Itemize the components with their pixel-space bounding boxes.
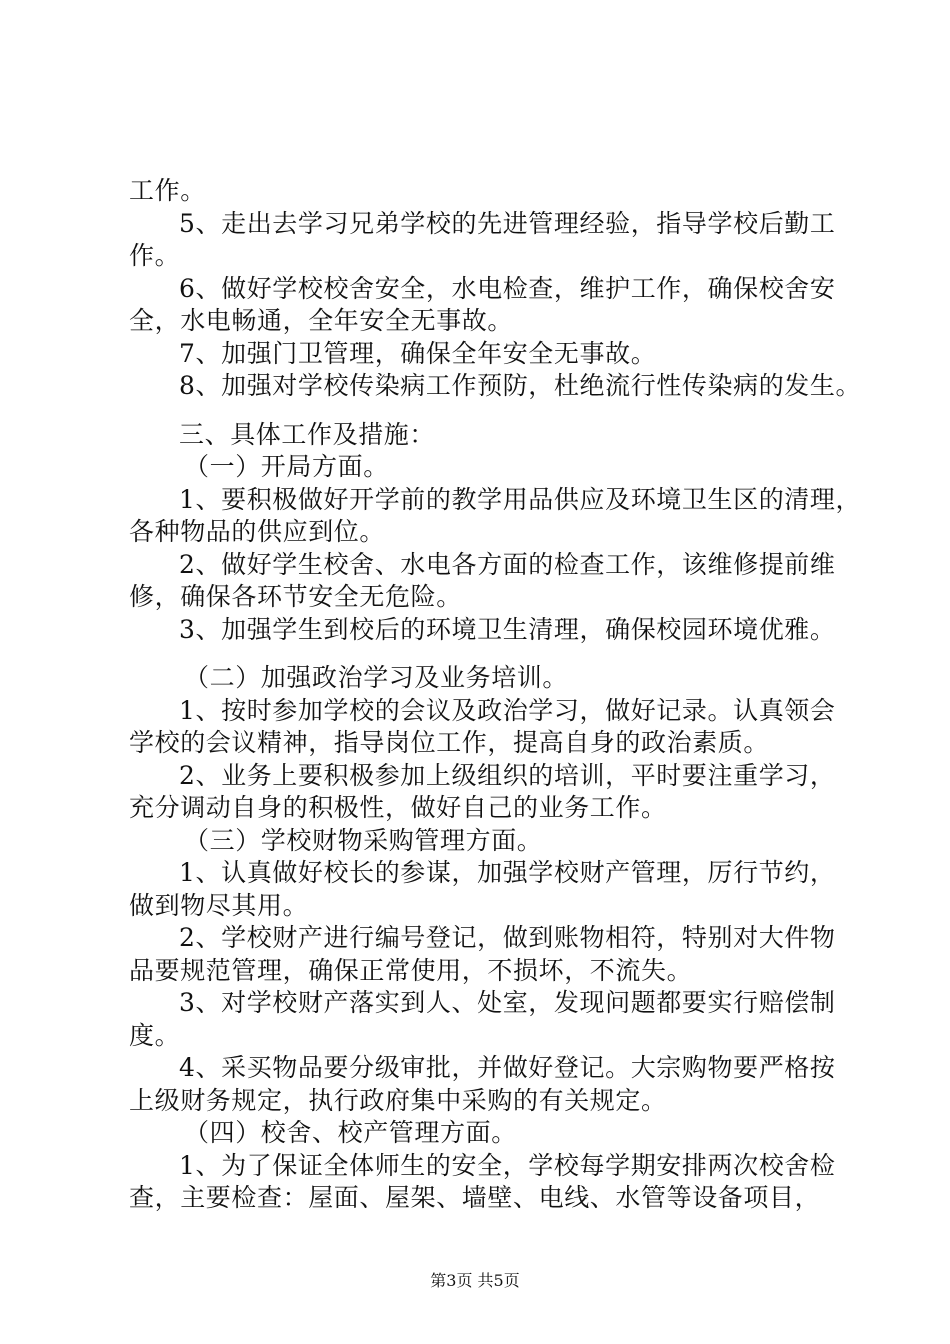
- text-line: 工作。: [129, 176, 206, 205]
- subsection-heading: （一）开局方面。: [184, 452, 389, 481]
- text-line: 作。: [129, 241, 181, 270]
- text-line: 1、为了保证全体师生的安全，学校每学期安排两次校舍检: [179, 1151, 836, 1180]
- text-line: 1、要积极做好开学前的教学用品供应及环境卫生区的清理，: [179, 485, 862, 514]
- text-line: 1、按时参加学校的会议及政治学习，做好记录。认真领会: [179, 696, 836, 725]
- text-line: 5、走出去学习兄弟学校的先进管理经验，指导学校后勤工: [179, 209, 836, 238]
- text-line: 4、采买物品要分级审批，并做好登记。大宗购物要严格按: [179, 1053, 836, 1082]
- page-footer: 第3页 共5页: [430, 1271, 520, 1290]
- text-line: 2、学校财产进行编号登记，做到账物相符，特别对大件物: [179, 923, 836, 952]
- text-line: 修，确保各环节安全无危险。: [129, 582, 462, 611]
- section-heading: 三、具体工作及措施：: [179, 420, 436, 449]
- text-line: 7、加强门卫管理，确保全年安全无事故。: [179, 339, 657, 368]
- text-line: 6、做好学校校舍安全，水电检查，维护工作，确保校舍安: [179, 274, 836, 303]
- text-line: 2、业务上要积极参加上级组织的培训，平时要注重学习，: [179, 761, 836, 790]
- text-line: 做到物尽其用。: [129, 891, 309, 920]
- text-line: 8、加强对学校传染病工作预防，杜绝流行性传染病的发生。: [179, 371, 862, 400]
- text-line: 学校的会议精神，指导岗位工作，提高自身的政治素质。: [129, 728, 770, 757]
- text-line: 度。: [129, 1021, 181, 1050]
- text-line: 3、对学校财产落实到人、处室，发现问题都要实行赔偿制: [179, 988, 836, 1017]
- text-line: 充分调动自身的积极性，做好自己的业务工作。: [129, 793, 667, 822]
- text-line: 上级财务规定，执行政府集中采购的有关规定。: [129, 1086, 667, 1115]
- text-line: 查，主要检查：屋面、屋架、墙壁、电线、水管等设备项目，: [129, 1183, 821, 1212]
- subsection-heading: （三）学校财物采购管理方面。: [184, 826, 543, 855]
- text-line: 2、做好学生校舍、水电各方面的检查工作，该维修提前维: [179, 550, 836, 579]
- subsection-heading: （二）加强政治学习及业务培训。: [184, 663, 569, 692]
- text-line: 品要规范管理，确保正常使用，不损坏，不流失。: [129, 956, 693, 985]
- text-line: 全，水电畅通，全年安全无事故。: [129, 306, 514, 335]
- text-line: 1、认真做好校长的参谋，加强学校财产管理，厉行节约，: [179, 858, 836, 887]
- text-line: 各种物品的供应到位。: [129, 517, 386, 546]
- text-line: 3、加强学生到校后的环境卫生清理，确保校园环境优雅。: [179, 615, 836, 644]
- subsection-heading: （四）校舍、校产管理方面。: [184, 1118, 517, 1147]
